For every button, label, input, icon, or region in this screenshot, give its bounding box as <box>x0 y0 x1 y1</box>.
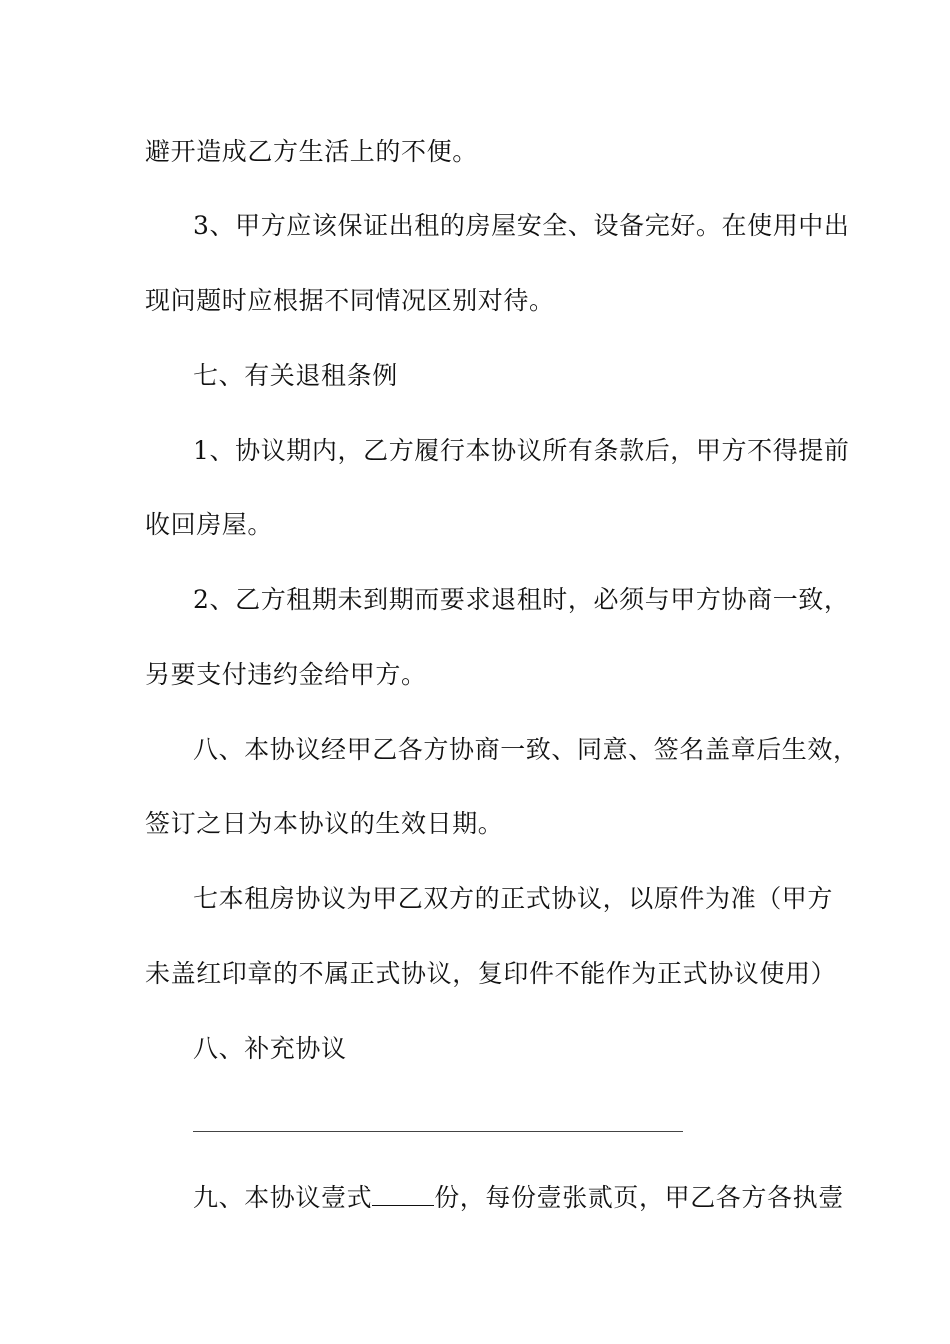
formal-agreement-line-1: 七本租房协议为甲乙双方的正式协议，以原件为准（甲方 <box>193 884 834 913</box>
section-9-line-1 <box>193 1183 844 1213</box>
copies-blank <box>372 1183 434 1206</box>
section-7-heading: 七、有关退租条例 <box>193 361 398 390</box>
section-8-line-1: 八、本协议经甲乙各方协商一致、同意、签名盖章后生效， <box>193 735 859 764</box>
paragraph-line: 避开造成乙方生活上的不便。 <box>145 137 478 166</box>
clause-7-1-line-2: 收回房屋。 <box>145 510 274 539</box>
formal-agreement-line-2: 未盖红印章的不属正式协议，复印件不能作为正式协议使用） <box>145 959 837 988</box>
clause-7-2-line-2: 另要支付违约金给甲方。 <box>145 660 427 689</box>
section-8-line-2: 签订之日为本协议的生效日期。 <box>145 809 504 838</box>
clause-6-3-line-2: 现问题时应根据不同情况区别对待。 <box>145 286 555 315</box>
section-9-text-before: 九、本协议壹式 <box>193 1183 373 1212</box>
clause-7-1-line-1: 1、协议期内，乙方履行本协议所有条款后，甲方不得提前 <box>193 436 850 465</box>
section-9-text-after: 份，每份壹张贰页，甲乙各方各执壹 <box>434 1183 844 1212</box>
supplementary-blank-line <box>193 1131 683 1132</box>
supplementary-heading: 八、补充协议 <box>193 1034 347 1063</box>
clause-7-2-line-1: 2、乙方租期未到期而要求退租时，必须与甲方协商一致， <box>193 585 850 614</box>
clause-6-3-line-1: 3、甲方应该保证出租的房屋安全、设备完好。在使用中出 <box>193 211 850 240</box>
